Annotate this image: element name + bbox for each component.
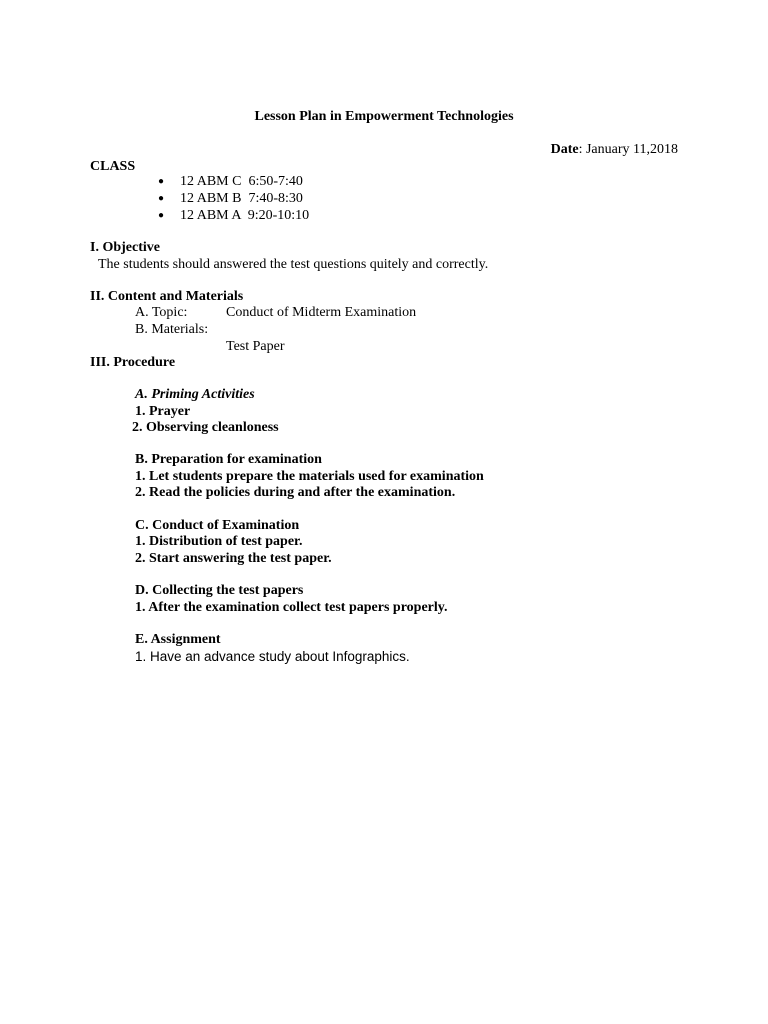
collecting-heading: D. Collecting the test papers — [135, 583, 304, 598]
materials-label: B. Materials: — [135, 322, 209, 337]
priming-heading: A. Priming Activities — [135, 387, 255, 402]
conduct-heading: C. Conduct of Examination — [135, 518, 300, 533]
list-item: 1. Distribution of test paper. — [135, 534, 303, 549]
list-item: 1. Have an advance study about Infographics. — [135, 649, 410, 664]
document-title: Lesson Plan in Empowerment Technologies — [254, 109, 514, 124]
list-item: 1. Prayer — [135, 404, 191, 419]
content-heading: II. Content and Materials — [90, 289, 244, 304]
list-item: 1. Let students prepare the materials used for examination — [135, 469, 484, 484]
list-item — [158, 191, 309, 208]
topic-value: Conduct of Midterm Examination — [226, 305, 417, 320]
list-item — [158, 208, 309, 225]
list-item: 2. Read the policies during and after the examination. — [135, 485, 456, 500]
class-heading: CLASS — [90, 159, 136, 174]
class-section: 12 ABM B 7:40-8:30 — [180, 191, 303, 206]
date-line — [551, 142, 678, 158]
topic-label: A. Topic: — [135, 305, 188, 320]
date-value: : January 11,2018 — [578, 142, 678, 157]
list-item: 2. Observing cleanloness — [132, 420, 279, 435]
list-item — [158, 174, 309, 191]
bullet-icon: ● — [158, 210, 165, 221]
class-section: 12 ABM C 6:50-7:40 — [180, 174, 303, 189]
procedure-heading: III. Procedure — [90, 355, 176, 370]
bullet-icon: ● — [158, 193, 165, 204]
date-label: Date — [550, 142, 579, 157]
materials-value: Test Paper — [226, 339, 285, 354]
assignment-heading: E. Assignment — [135, 632, 221, 647]
objective-text: The students should answered the test questions quitely and correctly. — [98, 257, 489, 272]
class-section: 12 ABM A 9:20-10:10 — [180, 208, 310, 223]
class-section-list — [158, 174, 309, 225]
bullet-icon: ● — [158, 176, 165, 187]
objective-heading: I. Objective — [90, 240, 160, 255]
preparation-heading: B. Preparation for examination — [135, 452, 322, 467]
list-item: 1. After the examination collect test papers properly. — [135, 600, 448, 615]
list-item: 2. Start answering the test paper. — [135, 551, 332, 566]
